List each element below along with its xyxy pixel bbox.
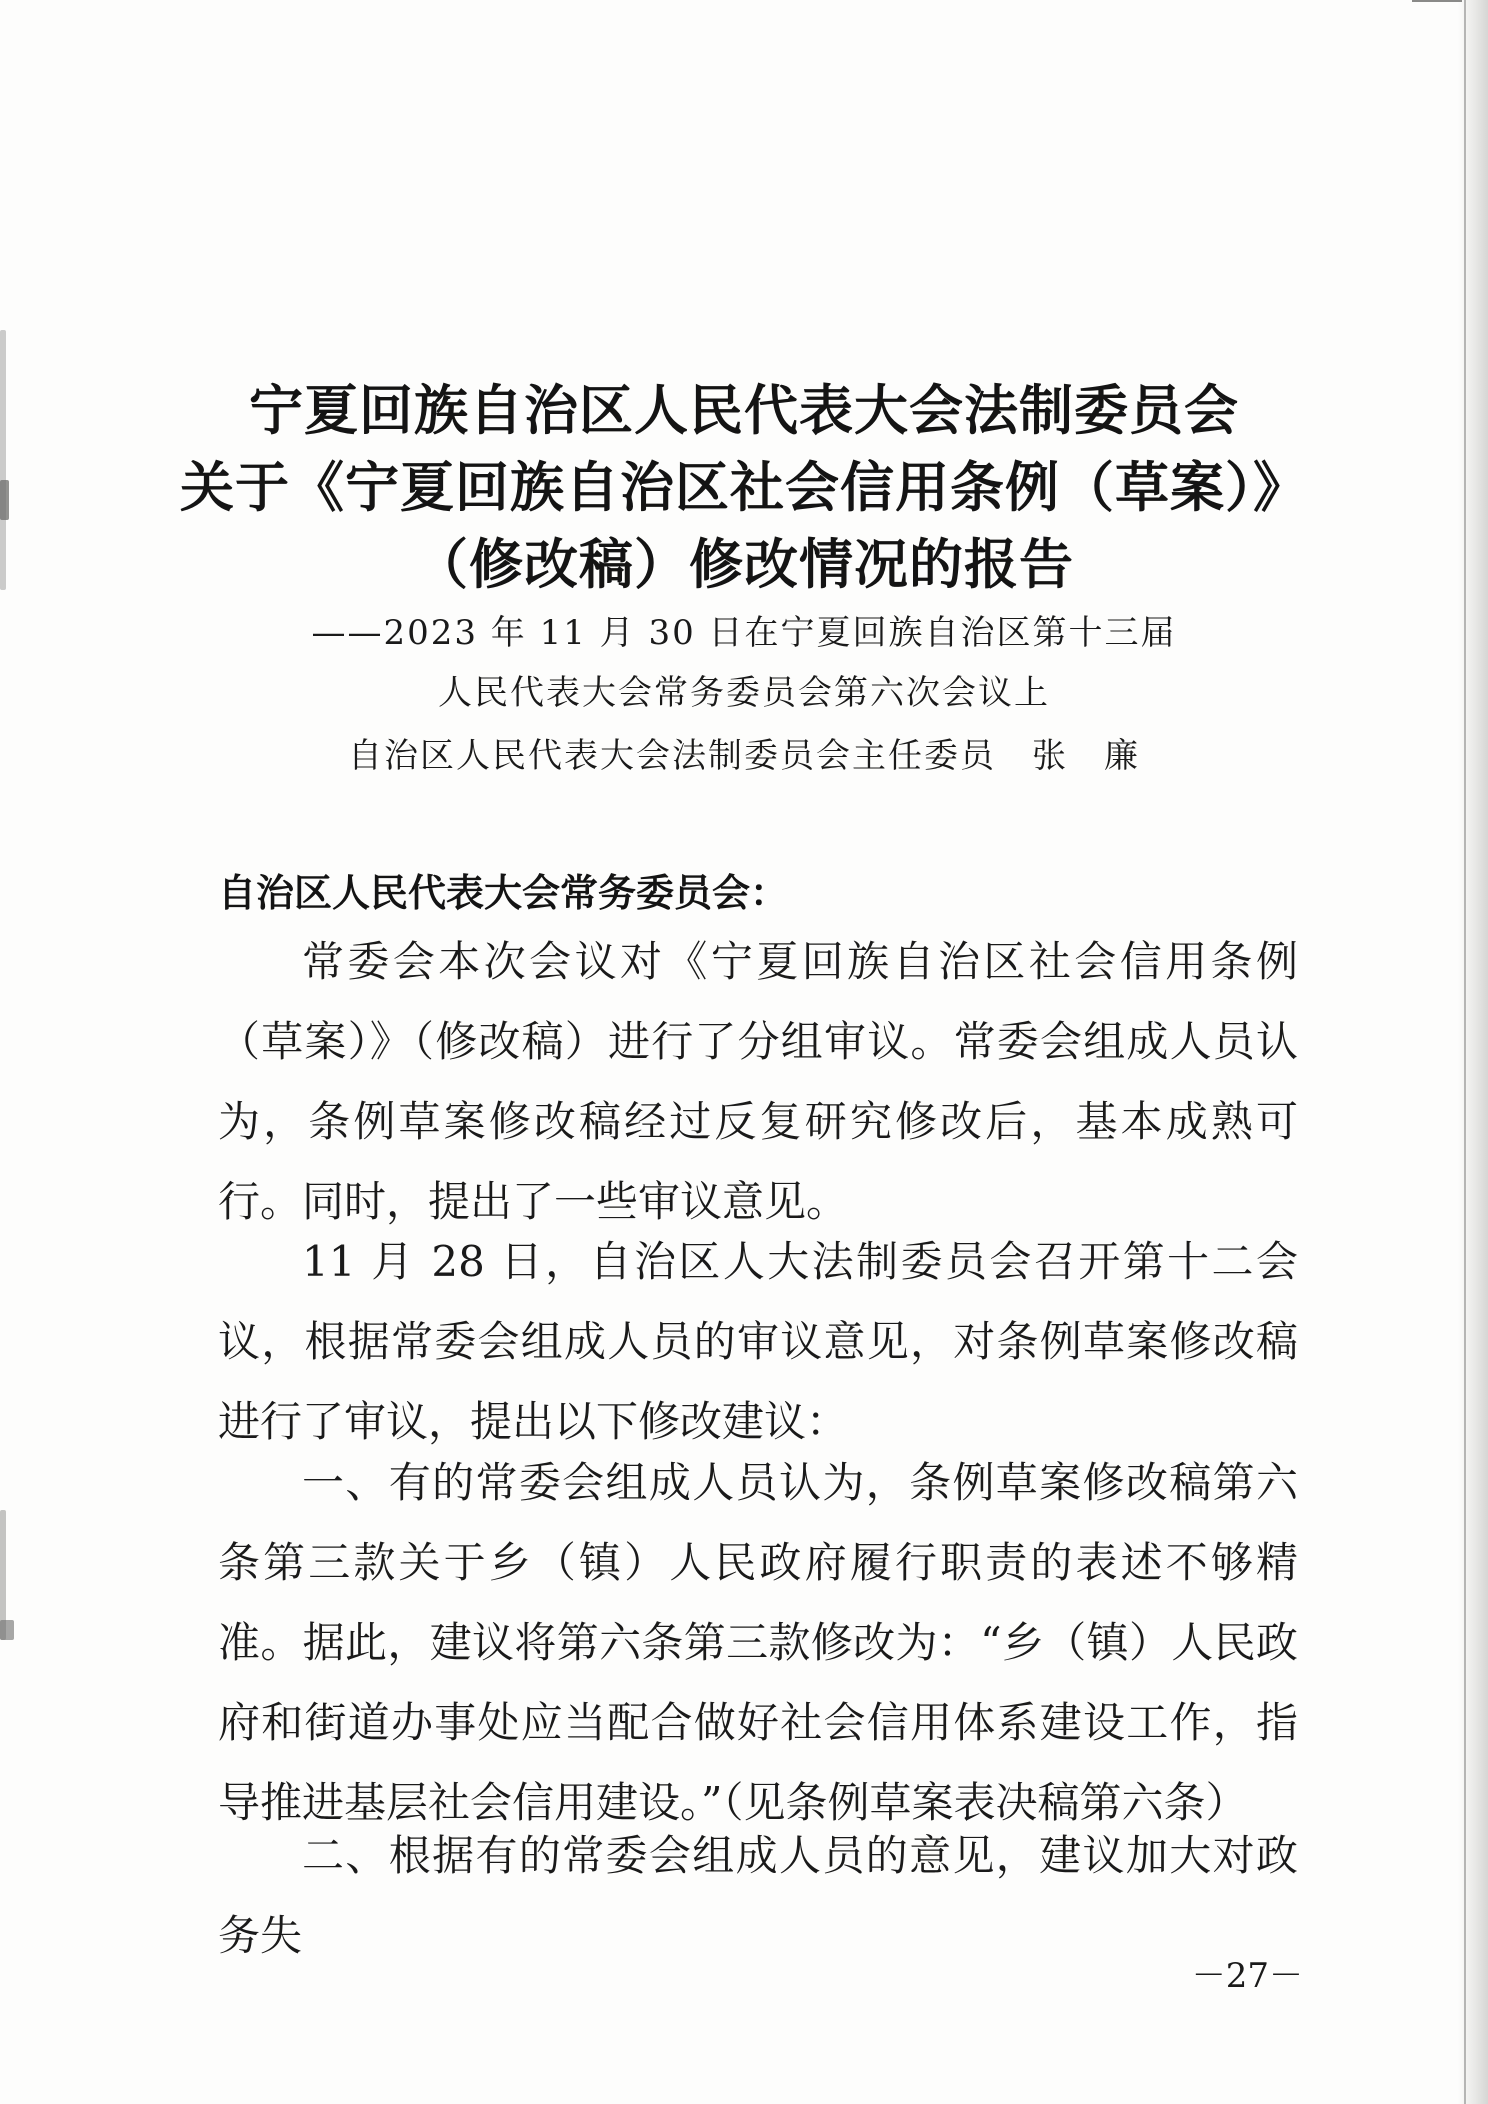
paragraph-4: 二、根据有的常委会组成人员的意见，建议加大对政务失 (218, 1831, 1298, 1960)
scan-edge-line (1464, 0, 1466, 2104)
document-title-line-1: 宁夏回族自治区人民代表大会法制委员会 (249, 379, 1239, 442)
scan-edge-shadow (1458, 0, 1488, 2104)
document-subtitle-line-1: ——2023 年 11 月 30 日在宁夏回族自治区第十三届 (311, 613, 1177, 653)
scan-corner-mark (1412, 0, 1462, 12)
scan-left-mark (0, 1620, 14, 1640)
document-subtitle-line-3: 自治区人民代表大会法制委员会主任委员 张 廉 (348, 736, 1140, 776)
page-number: －27－ (1191, 1956, 1303, 1996)
paragraph-2: 11 月 28 日，自治区人大法制委员会召开第十二会议，根据常委会组成人员的审议意见，对条例草案修改稿进行了审议，提出以下修改建议： (218, 1237, 1298, 1446)
document-title-line-2: 关于《宁夏回族自治区社会信用条例（草案）》 (180, 456, 1308, 519)
paragraph-3: 一、有的常委会组成人员认为，条例草案修改稿第六条第三款关于乡（镇）人民政府履行职责的表述不够精准。据此，建议将第六条第三款修改为：“乡（镇）人民政府和街道办事处应当配合做好社会信用体系建设工作，指导推进基层社会信用建设。”（见条例草案表决稿第六条） (218, 1458, 1298, 1827)
salutation: 自治区人民代表大会常务委员会： (218, 871, 789, 915)
document-subtitle-line-2: 人民代表大会常务委员会第六次会议上 (438, 673, 1050, 713)
paragraph-1: 常委会本次会议对《宁夏回族自治区社会信用条例（草案）》（修改稿）进行了分组审议。常委会组成人员认为，条例草案修改稿经过反复研究修改后，基本成熟可行。同时，提出了一些审议意见。 (218, 937, 1298, 1226)
document-title-line-3: （修改稿）修改情况的报告 (414, 533, 1074, 596)
